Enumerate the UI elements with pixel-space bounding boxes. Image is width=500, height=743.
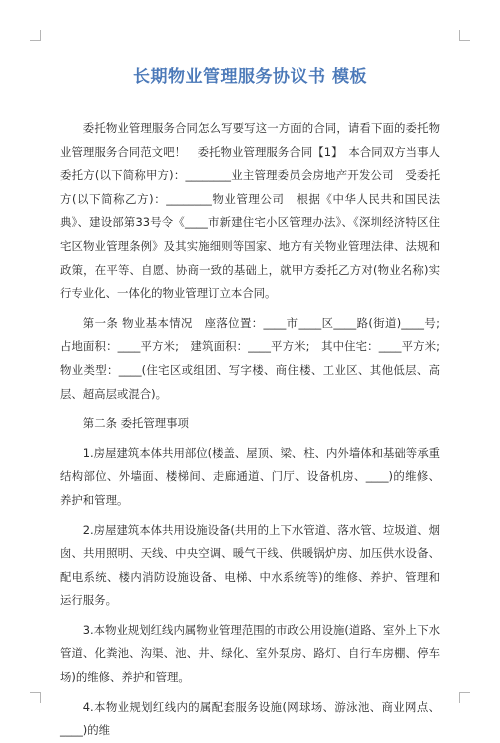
list-item: 3.本物业规划红线内属物业管理范围的市政公用设施(道路、室外上下水管道、化粪池、沟渠、池、井、绿化、室外泵房、路灯、自行车房棚、停车场)的维修、养护和管理。 (60, 622, 440, 685)
document-page (60, 62, 452, 743)
crop-mark-bottom-right (459, 692, 470, 703)
crop-mark-top-left (30, 30, 41, 41)
article-one-paragraph: 第一条 物业基本情况 座落位置：____市____区____路(街道)____号; 占地面积：____平方米; 建筑面积：____平方米; 其中住宅：____平方米; 物业类型：____(住宅区或组团、写字楼、商住楼、工业区、其他低层、高层、超高层或混合)。 (60, 315, 452, 401)
list-item: 4.本物业规划红线内的属配套服务设施(网球场、游泳池、商业网点、____)的维 (60, 699, 440, 738)
crop-mark-top-right (459, 30, 470, 41)
section-heading: 第二条 委托管理事项 (82, 416, 189, 431)
crop-mark-bottom-left (30, 692, 41, 703)
list-item: 1.房屋建筑本体共用部位(楼盖、屋顶、梁、柱、内外墙体和基础等承重结构部位、外墙面、楼梯间、走廊通道、门厅、设备机房、____)的维修、养护和管理。 (60, 445, 440, 507)
document-title: 长期物业管理服务协议书 模板 (133, 67, 367, 87)
intro-paragraph: 委托物业管理服务合同怎么写要写这一方面的合同，请看下面的委托物业管理服务合同范文吧！ 委托物业管理服务合同【1】 本合同双方当事人 委托方(以下简称甲方)：________业主管理委员会房地产开发公司 受委托方(以下简称乙方)：________物业管理公司 根据《中华人民共和国民法典》、建设部第33号令《____市新建住宅小区管理办法》、《深圳经济特区住宅区物业管理条例》及其实施细则等国家、地方有关物业管理法律、法规和政策，在平等、自愿、协商一致的基础上，就甲方委托乙方对(物业名称)实行专业化、一体化的物业管理订立本合同。 (60, 121, 452, 301)
list-item: 2.房屋建筑本体共用设施设备(共用的上下水管道、落水管、垃圾道、烟囱、共用照明、天线、中央空调、暖气干线、供暖锅炉房、加压供水设备、配电系统、楼内消防设施设备、电梯、中水系统等)的维修、养护、管理和运行服务。 (60, 522, 440, 608)
